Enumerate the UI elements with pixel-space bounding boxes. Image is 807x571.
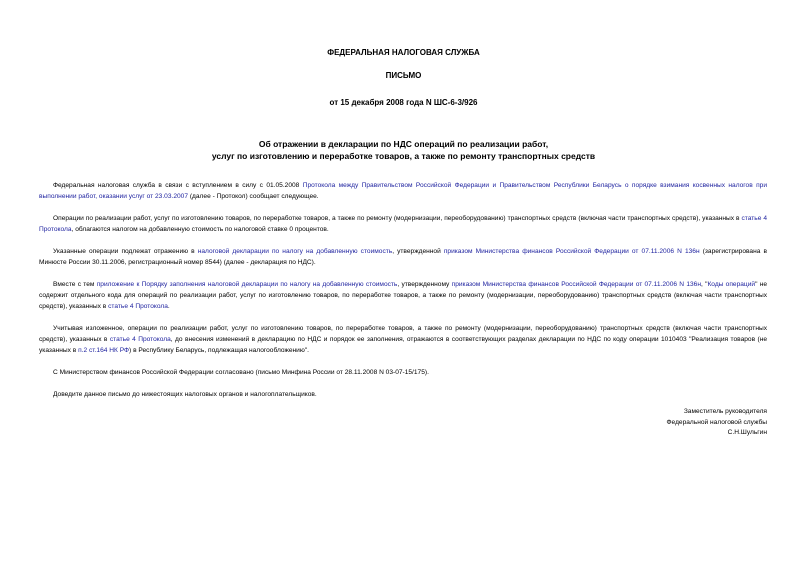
- paragraph-2: [39, 213, 767, 235]
- p4-text-5: .: [167, 303, 170, 310]
- p1-text-1: Федеральная налоговая служба в связи с вступлением в силу с 01.05.2008: [53, 182, 303, 189]
- article-4-link-2[interactable]: статье 4 Протокола: [108, 303, 168, 310]
- minfin-order-link-2[interactable]: приказом Министерства финансов Российской Федерации от 07.11.2006 N 136н: [451, 281, 701, 288]
- p2-text-1: Операции по реализации работ, услуг по изготовлению товаров, по переработке товаров, а также по ремонту (модернизации, переоборудованию) транспортных средств (включая части транспортных средств), указанных в: [53, 215, 742, 222]
- document-title: [0, 138, 807, 162]
- p5-text-2: , до внесения изменений в декларацию по НДС и порядок ее заполнения, отражаются в соответствующих разделах декларации по НДС по коду операции 1010403 "Реализация товаров (не указанных в: [39, 336, 767, 354]
- p4-text-4: " не содержит отдельного кода для операций по реализации работ, услуг по изготовлению товаров, по переработке товаров, а также по ремонту (модернизации, переоборудованию) транспортных средств (включая части транспортных средств), указанных в: [39, 281, 768, 310]
- document-type: ПИСЬМО: [385, 71, 422, 80]
- article-4-link-3[interactable]: статье 4 Протокола: [109, 336, 171, 343]
- declaration-appendix-link[interactable]: приложение к Порядку заполнения налоговой декларации по налогу на добавленную стоимость: [96, 281, 398, 288]
- tax-code-link[interactable]: п.2 ст.164 НК РФ: [78, 347, 130, 354]
- paragraph-4: [39, 279, 767, 312]
- signature-agency: Федеральной налоговой службы: [666, 418, 767, 426]
- p3-text-3: (зарегистрирована в Минюсте России 30.11.2006, регистрационный номер 8544) (далее - декларация по НДС).: [39, 248, 767, 266]
- p1-text-2: (далее - Протокол) сообщает следующее.: [188, 193, 319, 200]
- title-line-2: услуг по изготовлению и переработке товаров, а также по ремонту транспортных средств: [211, 151, 596, 161]
- paragraph-7: Доведите данное письмо до нижестоящих налоговых органов и налогоплательщиков.: [53, 391, 317, 398]
- paragraph-6: С Министерством финансов Российской Федерации согласовано (письмо Минфина России от 28.11.2008 N 03-07-15/175).: [53, 369, 429, 376]
- title-line-1: Об отражении в декларации по НДС операций по реализации работ,: [258, 139, 549, 149]
- p4-text-2: , утвержденному: [397, 281, 452, 288]
- agency-name: ФЕДЕРАЛЬНАЯ НАЛОГОВАЯ СЛУЖБА: [327, 48, 480, 57]
- protocol-link[interactable]: Протокола между Правительством Российской Федерации и Правительством Республики Беларусь о порядке взимания косвенных налогов при выполнении работ, оказании услуг от 23.03.2007: [39, 182, 767, 200]
- operation-codes-link[interactable]: Коды операций: [707, 281, 756, 288]
- document-date-number: от 15 декабря 2008 года N ШС-6-3/926: [329, 98, 478, 107]
- p3-text-2: , утвержденной: [392, 248, 444, 255]
- vat-declaration-link[interactable]: налоговой декларации по налогу на добавленную стоимость: [197, 248, 393, 255]
- paragraph-3: [39, 246, 767, 268]
- p2-text-2: , облагаются налогом на добавленную стоимость по налоговой ставке 0 процентов.: [71, 226, 329, 233]
- p4-text-1: Вместе с тем: [53, 281, 97, 288]
- signature-position: Заместитель руководителя: [683, 408, 767, 415]
- paragraph-5: [39, 323, 767, 356]
- signature-name: С.Н.Шульгин: [727, 429, 767, 436]
- minfin-order-link[interactable]: приказом Министерства финансов Российской Федерации от 07.11.2006 N 136н: [443, 248, 700, 255]
- p4-text-3: , ": [701, 281, 708, 288]
- p3-text-1: Указанные операции подлежат отражению в: [53, 248, 198, 255]
- paragraph-1: [39, 180, 767, 202]
- document-body: [39, 180, 767, 411]
- signature-block: [667, 407, 767, 439]
- article-4-link[interactable]: статье 4 Протокола: [39, 215, 768, 233]
- p5-text-3: ) в Республику Беларусь, подлежащая налогообложению".: [129, 347, 309, 354]
- p5-text-1: Учитывая изложенное, операции по реализации работ, услуг по изготовлению товаров, по переработке товаров, а также по ремонту (модернизации, переоборудованию) транспортных средств (включая части транспортных средств), указанных в: [39, 325, 767, 343]
